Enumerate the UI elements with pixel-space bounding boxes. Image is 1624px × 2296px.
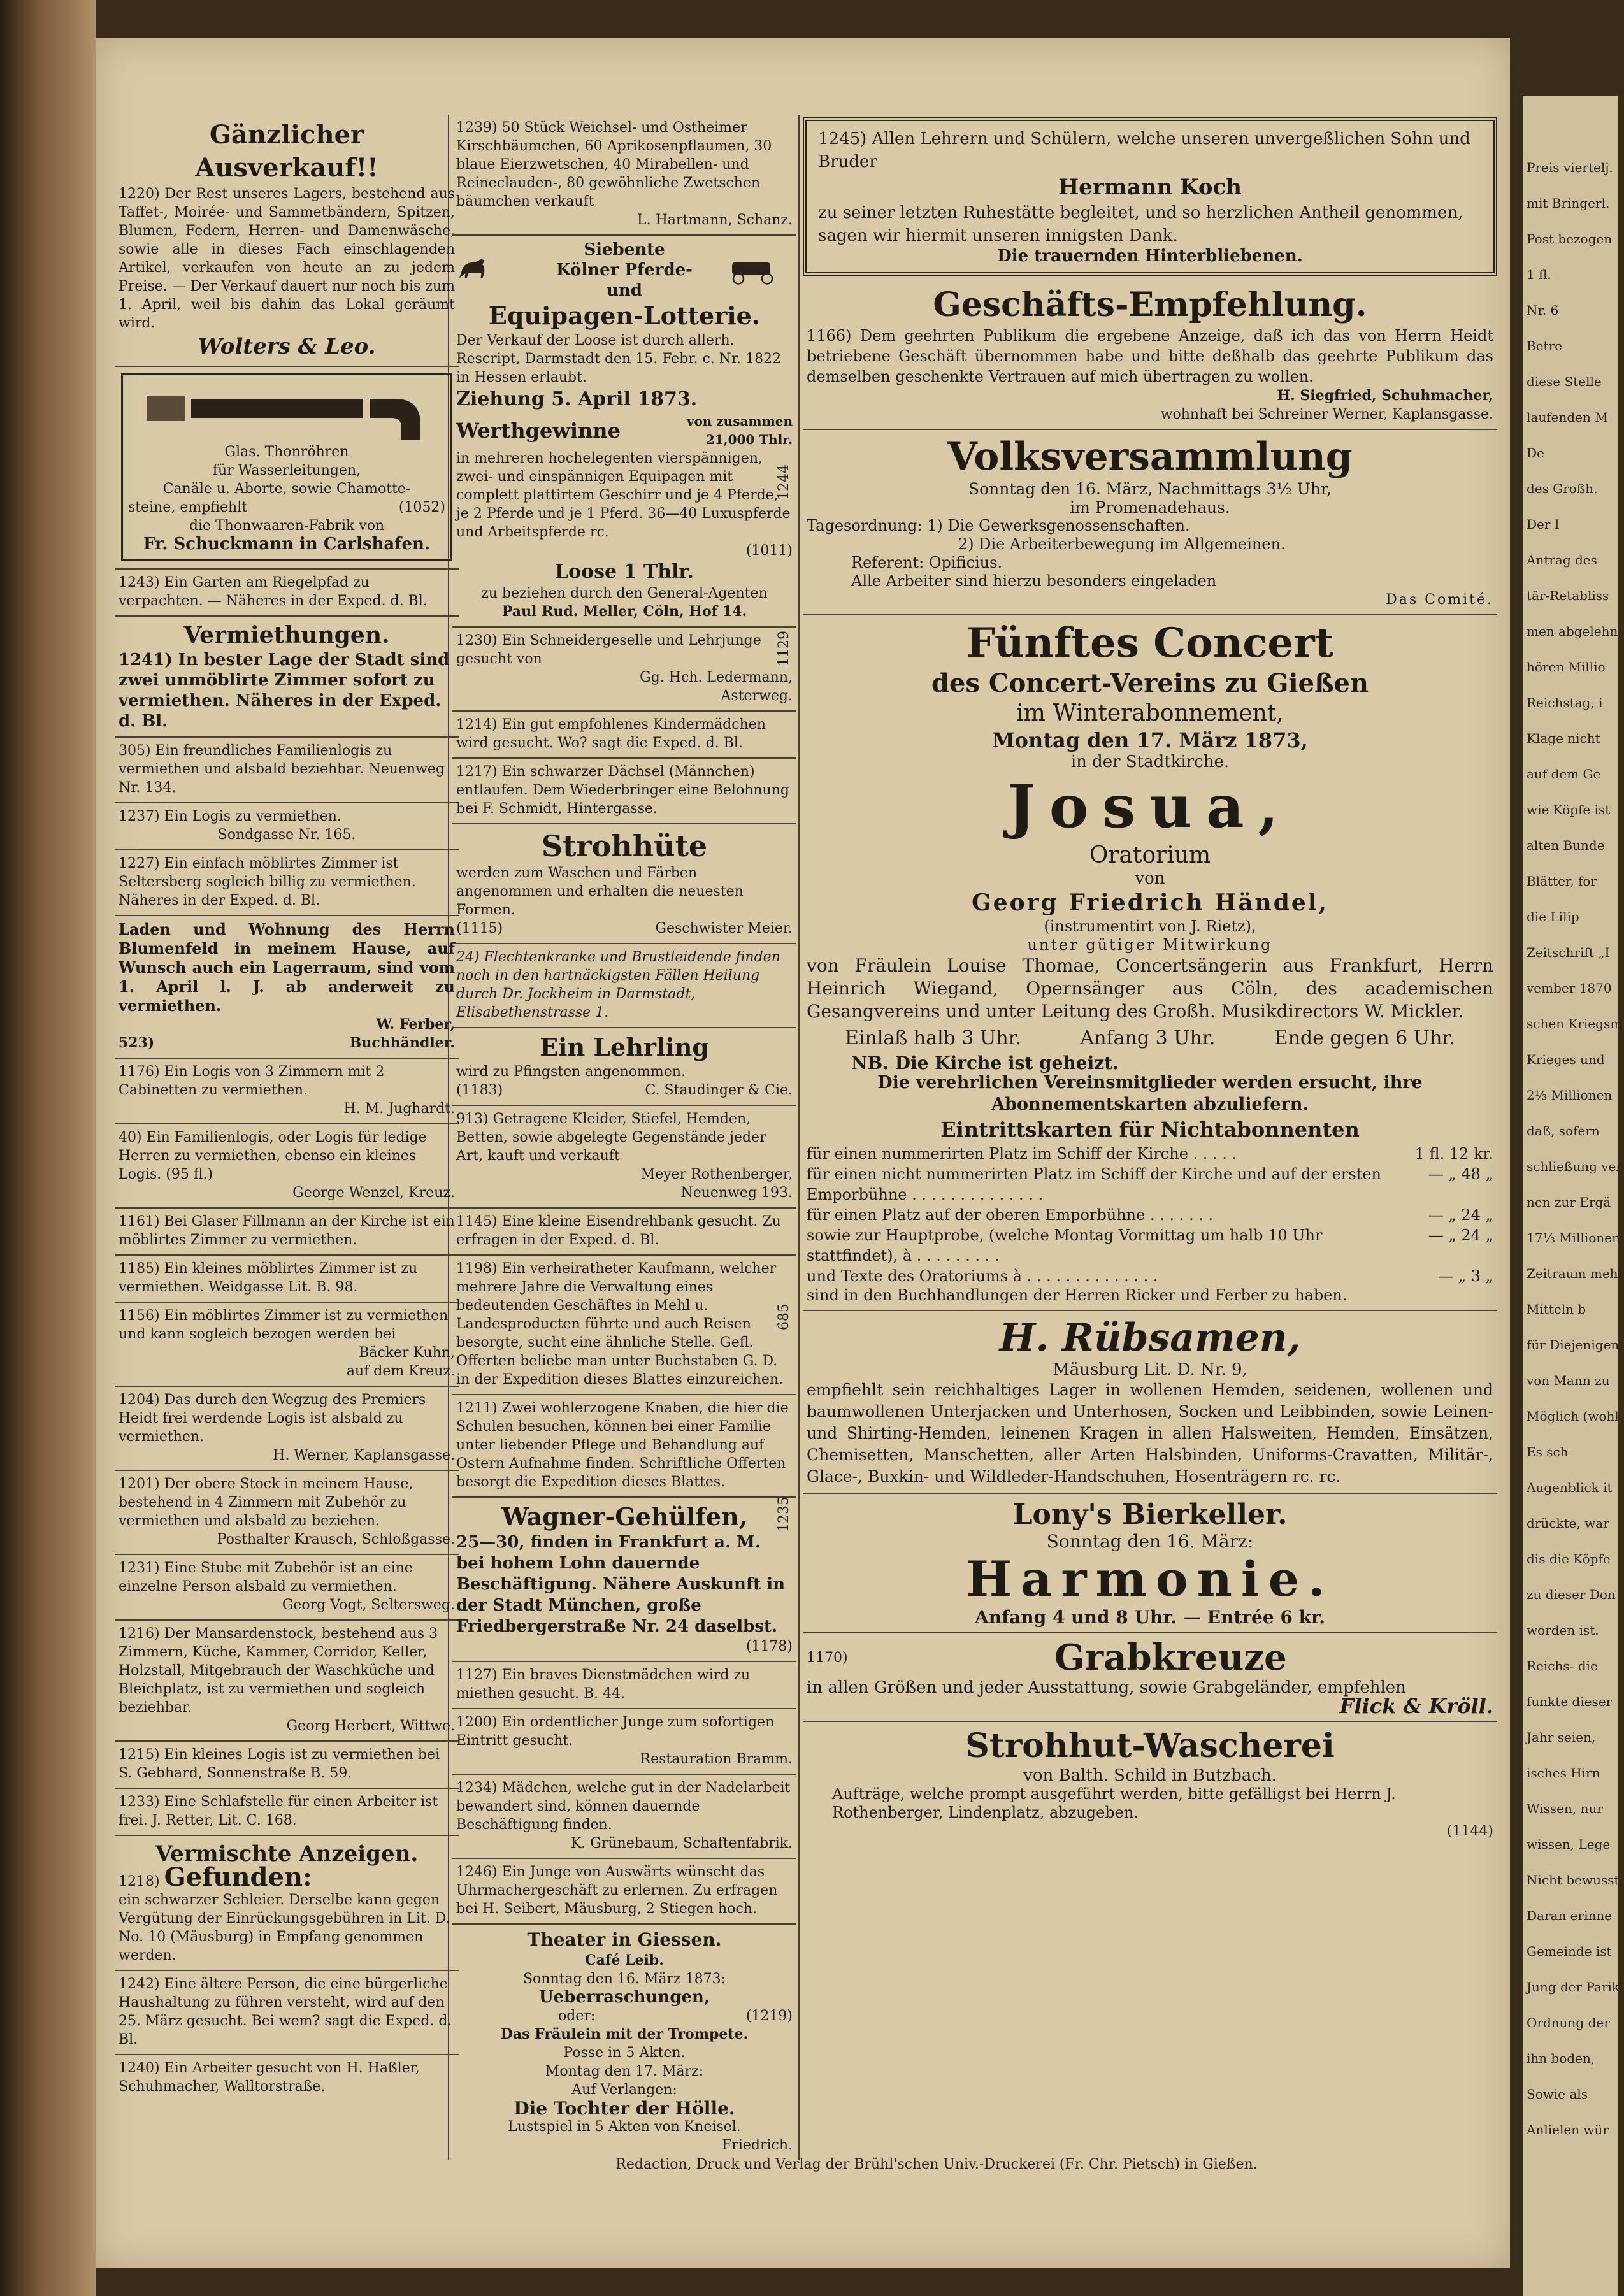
price-row [807,1164,1493,1205]
ad-text: Referent: Opificius. [851,554,1003,571]
ad-concert [776,615,1497,1311]
ad-name: Hermann Koch [1058,175,1242,200]
ad-number: 523) [119,1035,155,1051]
ad-title: Wagner-Gehülfen, [501,1502,747,1531]
adjacent-page-fragment: mit Bringerl. [1527,196,1610,211]
ad-text: Auf Verlangen: [571,2082,677,2098]
price-label: für einen Platz auf der oberen Emporbühne . . . . . . . [807,1206,1214,1224]
ad-number: (1178) [745,1639,793,1654]
ad-text: in allen Größen und jeder Ausstattung, sowie Grabgeländer, empfehlen [807,1678,1406,1697]
ad-number: 1244 [776,464,792,500]
ad-text: Posse in 5 Akten. [563,2045,686,2061]
price-row [807,1225,1493,1266]
ad-text: von Balth. Schild in Butzbach. [1023,1766,1277,1785]
price-row [807,1144,1493,1164]
ad-1200 [452,1709,796,1775]
concert-line: im Winterabonnement, [1016,700,1284,726]
ad-lotterie [452,236,796,628]
ad-signature: Asterweg. [721,688,793,704]
thonroehren-l2: für Wasserleitungen, [212,463,361,478]
adjacent-page-fragment: Jung der Parik [1527,1979,1620,1995]
ad-text: 1166) Dem geehrten Publikum die ergebene Anzeige, daß ich das von Herrn Heidt betriebene Geschäft übernommen habe und bitte deßhalb das geehrte Publikum das demselben geschenkte Vertrauen auf mich übertragen zu wollen. [807,327,1493,385]
ad-signature: Flick & Kröll. [1339,1694,1493,1718]
ad-text: 25—30, finden in Frankfurt a. M. bei hohem Lohn dauernde Beschäftigung. Nähere Auskunft in der Stadt München, große Friedbergerstraße Nr. 24 daselbst. [456,1533,785,1636]
adjacent-page-fragment: Augenblick it [1527,1480,1613,1495]
adjacent-page-fragment: 2⅓ Millionen [1527,1087,1613,1103]
adjacent-page-fragment: zu dieser Don [1527,1587,1616,1602]
ad-1156 [115,1303,459,1387]
ad-signature: Bäcker Kuhn, [359,1345,455,1361]
price-value: — „ 24 „ [1428,1226,1493,1244]
ad-text: 1245) Allen Lehrern und Schülern, welche unseren unvergeßlichen Sohn und Bruder [818,129,1470,171]
ad-text: 1242) Eine ältere Person, die eine bürgerliche Haushaltung zu führen versteht, wird auf den 25. März gesucht. Bei wem? sagt die Exped. d. Bl. [115,1971,459,2055]
adjacent-page-fragment: Gemeinde ist [1527,1944,1612,1959]
ad-signature: Posthalter Krausch, Schloßgasse. [217,1532,455,1547]
ad-text: 1161) Bei Glaser Fillmann an der Kirche ist ein möblirtes Zimmer zu vermiethen. [115,1209,459,1256]
adjacent-page-fragment: Anlielen wür [1527,2122,1609,2137]
ad-text: 1230) Ein Schneidergeselle und Lehrjunge gesucht von [456,633,761,667]
adjacent-page-fragment: wissen, Lege [1527,1837,1611,1852]
adjacent-page-fragment: Zeitraum mehr [1527,1266,1624,1281]
ad-title: Fünftes Concert [966,619,1334,667]
adjacent-page-fragment: Wissen, nur [1527,1801,1603,1816]
ad-subtitle: Die Tochter der Hölle. [514,2098,735,2119]
ad-text: Laden und Wohnung des Herrn Blumenfeld in meinem Hause, auf Wunsch auch ein Lagerraum, sind vom 1. April l. J. ab anderweit zu vermiethen. [119,920,455,1015]
ad-text: 1239) 50 Stück Weichsel- und Ostheimer Kirschbäumchen, 60 Aprikosenpflaumen, 30 blaue Eierzwetschen, 40 Mirabellen- und Reineclauden-, 80 gewöhnliche Zwetschen bäumchen verkauft [456,120,772,210]
ad-text: 1231) Eine Stube mit Zubehör ist an eine einzelne Person alsbald zu vermiethen. [119,1560,413,1595]
ad-signature: K. Grünebaum, Schaftenfabrik. [570,1835,793,1851]
ad-text: Sonntag den 16. März: [1046,1531,1254,1552]
ad-1234 [452,1775,796,1859]
ad-number: (1144) [1446,1823,1493,1839]
ad-signature: H. M. Jughardt. [343,1101,455,1117]
ad-text: werden zum Waschen und Färben angenommen und erhalten die neuesten Formen. [456,865,744,918]
ad-text: 1127) Ein braves Dienstmädchen wird zu miethen gesucht. B. 44. [452,1662,796,1709]
ad-garten: 1243) Ein Garten am Riegelpfad zu verpachten. — Näheres in der Exped. d. Bl. [115,570,459,617]
ad-firm: Wolters & Leo. [198,334,376,359]
ad-signature: C. Staudinger & Cie. [645,1082,793,1098]
concert-work-title: Josua, [1007,772,1293,841]
adjacent-page-fragment: Blätter, for [1527,873,1597,889]
concert-line: unter gütiger Mitwirkung [1027,936,1273,954]
ad-geschaeft [803,281,1497,430]
ad-text: Lustspiel in 5 Akten von Kneisel. [508,2119,741,2135]
ad-text: 1200) Ein ordentlicher Junge zum sofortigen Eintritt gesucht. [456,1714,775,1749]
ad-1216 [115,1621,459,1742]
ad-title: Geschäfts-Empfehlung. [933,285,1367,324]
price-value: — „ 48 „ [1428,1165,1493,1183]
ad-signature: W. Ferber, [376,1016,455,1033]
adjacent-page-fragment: Der I [1527,517,1560,532]
tickets-price-list [807,1144,1493,1286]
adjacent-page-fragment: hören Millio [1527,659,1606,675]
lotterie-l1: Siebente [584,240,665,259]
ad-signature: Meyer Rothenberger, [640,1166,793,1182]
ad-text: 2) Die Arbeiterbewegung im Allgemeinen. [958,535,1286,553]
ad-firm: Paul Rud. Meller, Cöln, Hof 14. [501,603,747,620]
ad-title: Ein Lehrling [540,1033,709,1061]
ad-1237 [115,803,459,850]
ad-volksversammlung [776,430,1497,615]
ad-title: H. Rübsamen, [999,1316,1301,1360]
adjacent-page-fragment: ihn boden, [1527,2051,1595,2066]
ad-title: Lony's Bierkeller. [1012,1498,1288,1531]
section-title: Vermiethungen. [183,622,390,649]
ad-signature: Georg Vogt, Seltersweg. [282,1597,455,1613]
ad-text: wird zu Pfingsten angenommen. [456,1064,686,1080]
ad-signature: H. Werner, Kaplansgasse. [273,1447,455,1463]
ad-thonroehren [115,367,459,570]
ad-signature: Neuenweg 193. [680,1185,793,1201]
thonroehren-l1: Glas. Thonröhren [224,444,349,460]
adjacent-page-fragment: Jahr seien, [1527,1730,1596,1745]
ad-text: 1246) Ein Junge von Auswärts wünscht das Uhrmachergeschäft zu erlernen. Zu erfragen bei H. Seibert, Mäusburg, 2 Stiegen hoch. [452,1859,796,1925]
ad-1201 [115,1471,459,1555]
pipe-illustration-icon [140,383,433,440]
adjacent-page-fragment: Ordnung der [1527,2015,1610,2030]
ad-text: Mäusburg Lit. D. Nr. 9, [1053,1360,1247,1379]
ad-strohhut-wascherei [803,1722,1497,1846]
ad-body: 1220) Der Rest unseres Lagers, bestehend aus Taffet-, Moirée- und Sammetbändern, Spitzen, Blumen, Federn, Herren- und Damenwäsche, sowie alle in dieses Fach einschlagenden Artikel, verkaufen von heute an zu jedem Preise. — Der Verkauf dauert nur noch bis zum 1. April, weil bis dahin das Lokal geräumt wird. [119,186,455,331]
ad-text: Aufträge, welche prompt ausgeführt werden, bitte gefälligst bei Herrn J. Rothenberger, Lindenplatz, abzugeben. [832,1785,1396,1821]
concert-time: Anfang 3 Uhr. [1080,1027,1216,1049]
ad-title: Gänzlicher Ausverkauf!! [195,120,378,183]
ad-title: Theater in Giessen. [527,1929,722,1950]
price-row [807,1205,1493,1225]
ad-blumenfeld [115,916,459,1059]
ad-text: 1156) Ein möblirtes Zimmer ist zu vermiethen und kann sogleich bezogen werden bei [119,1308,449,1342]
carriage-icon [722,241,793,299]
ad-913 [452,1106,796,1209]
adjacent-page-fragment: Antrag des [1527,552,1597,568]
adjacent-page-fragment: 1 fl. [1527,267,1551,282]
adjacent-page-fragment: worden ist. [1527,1623,1599,1638]
ad-title: Grabkreuze [1054,1637,1287,1679]
ad-signature: L. Hartmann, Schanz. [637,212,793,228]
ad-text: Anfang 4 und 8 Uhr. — Entrée 6 kr. [975,1607,1325,1628]
ad-number: 1129 [776,631,792,666]
adjacent-page-fragment: alten Bunde [1527,838,1605,853]
column-1 [115,115,459,2101]
adjacent-page-fragment: von Mann zu [1527,1373,1610,1388]
lotterie-l2: Kölner Pferde- [556,261,693,280]
column-3 [776,115,1497,1846]
ad-ausverkauf [115,115,459,367]
ad-ruebsamen [776,1303,1497,1494]
ad-number: 1170) [807,1649,848,1666]
adjacent-page-fragment: des Großh. [1527,481,1598,496]
ad-title: Volksversammlung [947,434,1353,479]
lotterie-l3: und [607,281,642,300]
ad-text: 1176) Ein Logis von 3 Zimmern mit 2 Cabinetten zu vermiethen. [119,1064,385,1098]
adjacent-page-fragment: Daran erinne [1527,1908,1613,1923]
adjacent-page-fragment: Klage nicht [1527,731,1600,746]
ad-text: zu seiner letzten Ruhestätte begleitet, und so herzlichen Antheil genommen, sagen wir hiermit unseren innigsten Dank. [818,203,1463,245]
ad-signature: Restauration Bramm. [640,1751,793,1767]
price-label: sowie zur Hauptprobe, (welche Montag Vormittag um halb 10 Uhr stattfindet), à . . . . . . . . . [807,1226,1323,1265]
imprint-footer: Redaction, Druck und Verlag der Brühl'schen Univ.-Druckerei (Fr. Chr. Pietsch) in Gießen. [615,2156,1258,2172]
column-rule [798,115,800,2160]
ad-signature: J. Retter, Lit. C. 168. [152,1812,297,1828]
thonroehren-firm: Fr. Schuckmann in Carlshafen. [143,535,430,554]
ad-text: im Promenadehaus. [1070,498,1230,517]
ad-subtitle: Das Fräulein mit der Trompete. [500,2026,749,2042]
concert-line: Montag den 17. März 1873, [992,728,1308,752]
ad-text: Der Verkauf der Loose ist durch allerh. Rescript, Darmstadt den 15. Febr. c. Nr. 1822 in Hessen erlaubt. [456,333,782,385]
adjacent-page-fragment: De [1527,445,1544,461]
ad-signature: Geschwister Meier. [655,921,793,936]
adjacent-page-fragment: Möglich (wohl [1527,1409,1619,1424]
ad-text: 1227) Ein einfach möblirtes Zimmer ist Seltersberg sogleich billig zu vermiethen. Näheres in der Exped. d. Bl. [115,850,459,916]
adjacent-page-fragment: schen Kriegsm [1527,1016,1623,1031]
ad-title: Equipagen-Lotterie. [488,301,761,330]
ad-text: 913) Getragene Kleider, Stiefel, Hemden, Betten, sowie abgelegte Gegenstände jeder Art, kauft und verkauft [456,1111,766,1164]
ad-signature: wohnhaft bei Schreiner Werner, Kaplansgasse. [1160,406,1493,422]
tickets-title: Eintrittskarten für Nichtabonnenten [940,1117,1360,1142]
newspaper-page [96,38,1510,2268]
ad-text: 1234) Mädchen, welche gut in der Nadelarbeit bewandert sind, können dauernde Beschäftigung finden. [456,1780,791,1833]
ad-text: 1217) Ein schwarzer Dächsel (Männchen) entlaufen. Dem Wiederbringer eine Belohnung bei F. Schmidt, Hintergasse. [452,759,796,824]
ad-text: 1145) Eine kleine Eisendrehbank gesucht. Zu erfragen in der Exped. d. Bl. [452,1209,796,1256]
ad-subtitle: Harmonie. [966,1551,1334,1607]
ad-1239 [452,115,796,236]
section-vermischte [115,1836,459,1971]
concert-line: des Concert-Vereins zu Gießen [931,668,1369,698]
adjacent-page-fragment: Sowie als [1527,2086,1588,2102]
ad-subtitle: Café Leib. [585,1952,664,1969]
price-label: für einen nicht nummerirten Platz im Schiff der Kirche und auf der ersten Emporbühne . . . . . . . . . . . . . . [807,1165,1381,1203]
ad-1230 [452,628,796,712]
adjacent-page-fragment: men abgelehn [1527,624,1618,639]
concert-line: Oratorium [1089,842,1211,868]
ad-signature: Georg Herbert, Wittwe. [286,1718,455,1734]
adjacent-page-edge [1523,96,1624,2296]
ad-text: ein schwarzer Schleier. Derselbe kann gegen Vergütung der Einrückungsgebühren in Lit. D. No. 10 (Mäusburg) in Empfang genommen werden. [119,1892,450,1963]
concert-line: in der Stadtkirche. [1070,752,1230,771]
ad-subtitle: Ueberraschungen, [538,1988,710,2007]
price-value: — „ 3 „ [1437,1267,1493,1285]
ad-theater [452,1925,796,2160]
ad-title: Strohhut-Wascherei [965,1726,1335,1765]
ad-number: (1011) [745,543,793,559]
concert-composer: Georg Friedrich Händel, [971,889,1329,916]
ad-text: 1237) Ein Logis zu vermiethen. [119,808,341,824]
ad-subtitle: Werthgewinne [456,418,621,443]
ad-text: 1215) Ein kleines Logis ist zu vermiethen bei S. Gebhard, Sonnenstraße B. 59. [115,1742,459,1789]
adjacent-page-fragment: wie Köpfe ist [1527,802,1611,817]
ad-number: (1052) [398,499,445,515]
ad-text: Sonntag den 16. März 1873: [522,1971,726,1987]
ad-text: Alle Arbeiter sind hierzu besonders eingeladen [851,572,1217,590]
adjacent-page-fragment: 17⅓ Millionen [1527,1230,1620,1245]
adjacent-page-fragment: Mitteln b [1527,1302,1586,1317]
adjacent-page-fragment: nen zur Ergä [1527,1195,1611,1210]
ad-subtitle: Loose 1 Thlr. [555,561,694,583]
concert-note: NB. Die Kirche ist geheizt. [851,1052,1119,1073]
ad-signature: Buchhändler. [349,1035,455,1051]
adjacent-page-fragment: Zeitschrift „I [1527,945,1610,960]
adjacent-page-fragment: für Diejenigen [1527,1337,1620,1352]
adjacent-page-fragment: Preis viertelj. [1527,160,1613,175]
ad-signature: George Wenzel, Kreuz. [292,1185,455,1201]
ad-text: 1201) Der obere Stock in meinem Hause, bestehend in 4 Zimmern mit Zubehör zu vermiethen und alsbald zu beziehen. [119,1476,413,1529]
ad-number: (1183) [456,1082,503,1098]
ad-lony [776,1494,1497,1633]
adjacent-page-fragment: Krieges und [1527,1052,1605,1067]
ad-text: 1185) Ein kleines möblirtes Zimmer ist zu vermiethen. Weidgasse Lit. B. 98. [115,1256,459,1303]
adjacent-page-fragment: laufenden M [1527,410,1608,425]
adjacent-page-fragment: drückte, war [1527,1516,1609,1531]
ad-number: 1218) [119,1874,160,1890]
ad-signature: Sondgasse Nr. 165. [217,827,356,843]
adjacent-page-fragment: isches Hirn [1527,1765,1600,1781]
adjacent-page-fragment: Betre [1527,338,1562,354]
adjacent-page-fragment: Reichs- die [1527,1658,1598,1674]
ad-number: (1115) [456,921,503,936]
binding-edge [0,0,96,2296]
ad-wagner [452,1498,796,1662]
ad-text: 1233) Eine Schlafstelle für einen Arbeiter ist frei. [119,1794,438,1828]
ad-title: Strohhüte [541,829,708,863]
ad-text: 1214) Ein gut empfohlenes Kindermädchen wird gesucht. Wo? sagt die Exped. d. Bl. [452,712,796,759]
ad-text: Sonntag den 16. März, Nachmittags 3½ Uhr, [968,480,1332,498]
price-label: für einen nummerirten Platz im Schiff der Kirche . . . . . [807,1145,1237,1163]
thonroehren-frame [121,373,452,561]
section-vermiethungen [115,617,459,738]
ad-signature: Die trauernden Hinterbliebenen. [997,247,1303,266]
ad-number: (1219) [745,2008,793,2024]
ad-text: zu beziehen durch den General-Agenten [481,585,768,601]
ad-text: 1198) Ein verheiratheter Kaufmann, welcher mehrere Jahre die Verwaltung eines bedeutenden Geschäftes in Mehl u. Landesproducten führte und auch Reisen besorgte, sucht eine ähnliche Stelle. Gefl. Offerten beliebe man unter Buchstaben G. D. in der Expedition dieses Blattes einzureichen. [452,1256,796,1395]
ad-grabkreuze [803,1633,1497,1722]
price-label: und Texte des Oratoriums à . . . . . . . . . . . . . . [807,1267,1158,1285]
ad-lehrling [452,1028,796,1106]
ad-text: 1211) Zwei wohlerzogene Knaben, die hier die Schulen besuchen, können bei einer Familie unter liebender Pflege und Behandlung auf Ostern Aufnahme finden. Schriftliche Offerten besorgt die Expedition dieses Blattes. [452,1395,796,1498]
adjacent-page-fragment: dis die Köpfe [1527,1551,1611,1567]
concert-note: sind in den Buchhandlungen der Herren Ricker und Ferber zu haben. [807,1286,1347,1304]
adjacent-page-fragment: tär-Retabliss [1527,588,1609,603]
ad-title: Gefunden: [164,1862,312,1892]
adjacent-page-fragment: die Lilip [1527,909,1579,924]
ad-1231 [115,1555,459,1621]
adjacent-page-fragment: daß, sofern [1527,1123,1600,1138]
ad-1233 [115,1789,459,1836]
adjacent-page-fragment: Post bezogen [1527,231,1613,247]
ad-text: oder: [558,2008,596,2024]
ad-text: 1240) Ein Arbeiter gesucht von H. Haßler, Schuhmacher, Walltorstraße. [119,2060,420,2095]
ad-text: in mehreren hochelegenten vierspännigen, zwei- und einspännigen Equipagen mit complett plattirtem Geschirr und je 4 Pferde, je 2 Pferde und je 1 Pferd. 36—40 Luxuspferde und Arbeitspferde rc. [456,450,791,540]
concert-line: (instrumentirt von J. Rietz), [1044,917,1256,935]
concert-performers: von Fräulein Louise Thomae, Concertsängerin aus Frankfurt, Herrn Heinrich Wiegand, Opernsänger aus Cöln, des academischen Gesangvereins und unter Leitung des Großh. Musikdirectors W. Mickler. [807,955,1493,1022]
ad-signature: H. Siegfried, Schuhmacher, [1277,387,1493,404]
adjacent-page-fragment: Es sch [1527,1444,1569,1460]
ad-text: Tagesordnung: 1) Die Gewerksgenossenschaften. [807,517,1190,535]
ad-40 [115,1124,459,1209]
ad-subtitle: Ziehung 5. April 1873. [456,388,698,410]
ad-text: 24) Flechtenkranke und Brustleidende finden noch in den hartnäckigsten Fällen Heilung durch Dr. Jockheim in Darmstadt, Elisabethenstrasse 1. [452,944,796,1028]
price-row [807,1266,1493,1286]
adjacent-page-fragment: diese Stelle [1527,374,1602,389]
ad-text: 305) Ein freundliches Familienlogis zu vermiethen und alsbald beziehbar. Neuenweg Nr. 134. [115,738,459,803]
section-title: Vermischte Anzeigen. [155,1841,419,1867]
ad-number: 685 [776,1303,792,1330]
ad-signature: auf dem Kreuz. [346,1363,455,1379]
adjacent-page-fragment: Nr. 6 [1527,303,1559,318]
concert-note: Die verehrlichen Vereinsmitglieder werden ersucht, ihre Abonnementskarten abzuliefern. [877,1073,1423,1114]
adjacent-page-fragment: Nicht bewusst, [1527,1872,1623,1888]
price-value: 1 fl. 12 kr. [1414,1145,1493,1163]
ad-text: 1204) Das durch den Wegzug des Premiers Heidt frei werdende Logis ist alsbald zu vermiethen. [119,1392,426,1445]
horse-icon [456,241,526,299]
ad-text: 1216) Der Mansardenstock, bestehend aus 3 Zimmern, Küche, Kammer, Corridor, Keller, Holzstall, Mitgebrauch der Waschküche und Bleichplatz, ist zu vermiethen und sogleich beziehbar. [119,1626,438,1716]
thonroehren-l4: steine, empfiehlt [128,499,248,515]
ad-signature: Friedrich. [722,2137,793,2153]
concert-time: Ende gegen 6 Uhr. [1274,1027,1455,1049]
thonroehren-l3: Canäle u. Aborte, sowie Chamotte- [162,481,411,497]
ad-signature: Das Comité. [1386,592,1493,608]
adjacent-page-fragment: vember 1870 [1527,980,1612,996]
concert-line: von [1135,869,1165,888]
ad-text: Montag den 17. März: [545,2063,704,2079]
ad-subtitle: von zusammen 21,000 Thlr. [686,413,793,447]
price-value: — „ 24 „ [1428,1206,1493,1224]
adjacent-page-fragment: funkte dieser [1527,1694,1613,1709]
concert-time: Einlaß halb 3 Uhr. [845,1027,1022,1049]
ad-1176 [115,1059,459,1124]
thonroehren-l5: die Thonwaaren-Fabrik von [189,518,385,534]
adjacent-page-fragment: auf dem Ge [1527,766,1601,782]
ad-signature: Gg. Hch. Ledermann, [640,670,793,685]
ad-trauer [803,117,1497,276]
ad-text: 1241) In bester Lage der Stadt sind zwei unmöblirte Zimmer sofort zu vermiethen. Näheres in der Exped. d. Bl. [119,650,450,731]
ad-number: 1235 [776,1496,792,1532]
ad-1204 [115,1387,459,1471]
ad-strohhuete [452,824,796,944]
column-2 [452,115,796,2160]
adjacent-page-fragment: schließung ver [1527,1159,1622,1174]
ad-text: 40) Ein Familienlogis, oder Logis für ledige Herren zu vermiethen, ebenso ein kleines Logis. (95 fl.) [119,1130,427,1182]
adjacent-page-fragment: Reichstag, i [1527,695,1603,710]
ad-text: empfiehlt sein reichhaltiges Lager in wollenen Hemden, seidenen, wollenen und baumwollenen Unterjacken und Unterhosen, Socken und Leibbinden, sowie Leinen- und Shirting-Hemden, leinenen Kragen in allen Halsweiten, Hemden, Einsätzen, Chemisetten, Manschetten, aller Arten Halsbinden, Uniforms-Cravatten, Militär-, Glace-, Buxkin- und Wildleder-Handschuhen, Hosenträgern rc. rc. [807,1381,1493,1486]
